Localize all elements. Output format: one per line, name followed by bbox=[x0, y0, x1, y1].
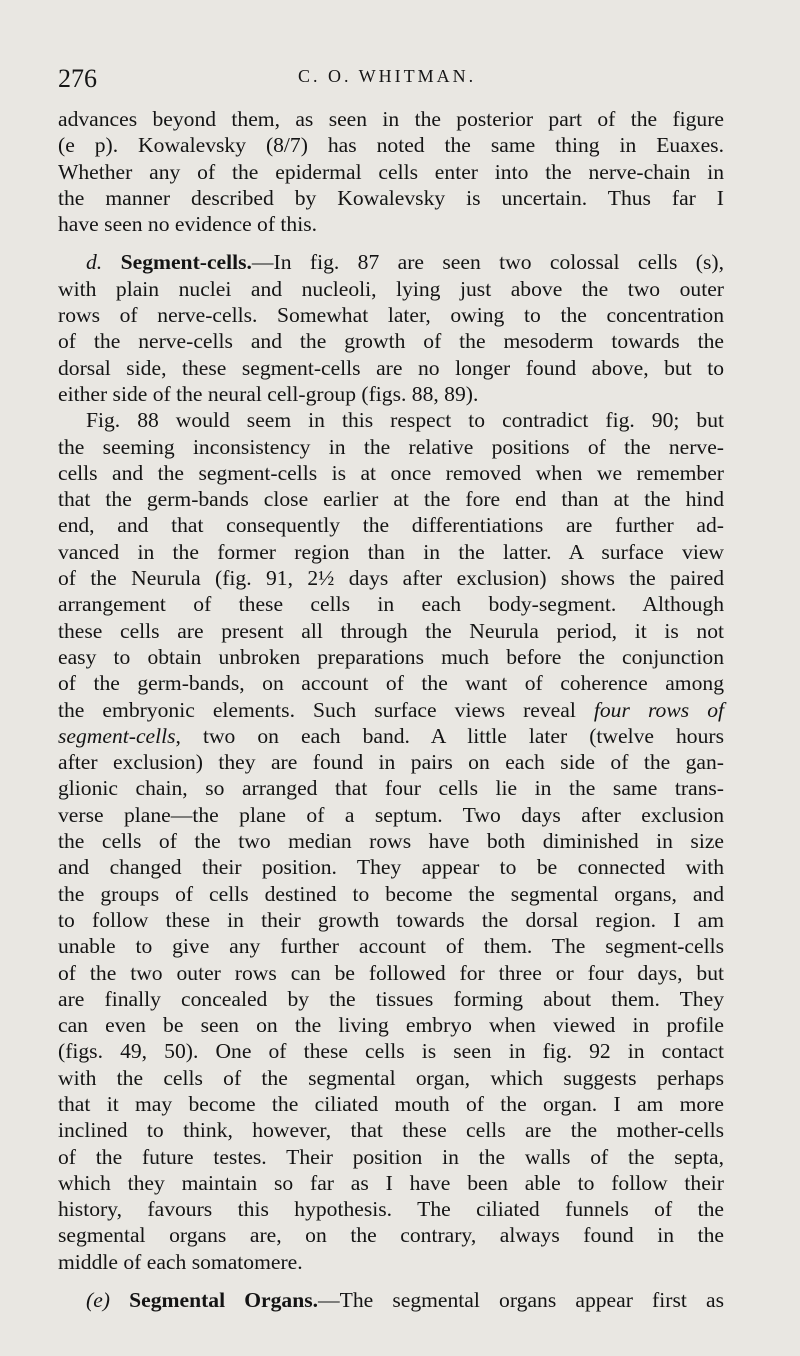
text-line: which they maintain so far as I have been able to follow their bbox=[58, 1170, 724, 1195]
text-line: the cells of the two median rows have both diminished in size bbox=[58, 829, 724, 854]
text-fragment: the embryonic elements. Such surface views reveal bbox=[58, 697, 594, 722]
text-line bbox=[58, 249, 724, 275]
text-line: of the germ-bands, on account of the want of coherence among bbox=[58, 671, 724, 696]
paragraph-3 bbox=[58, 407, 724, 1275]
text-line: the manner described by Kowalevsky is uncertain. Thus far I bbox=[58, 185, 724, 210]
text-line: inclined to think, however, that these cells are the mother-cells bbox=[58, 1118, 724, 1143]
text-line: arrangement of these cells in each body-segment. Although bbox=[58, 592, 724, 617]
text-line: the seeming inconsistency in the relative positions of the nerve- bbox=[58, 434, 724, 459]
text-line: these cells are present all through the Neurula period, it is not bbox=[58, 618, 724, 643]
text-line: to follow these in their growth towards the dorsal region. I am bbox=[58, 907, 724, 932]
paragraph-1 bbox=[58, 106, 724, 237]
text-line: glionic chain, so arranged that four cells lie in the same trans- bbox=[58, 776, 724, 801]
text-line: are finally concealed by the tissues forming about them. They bbox=[58, 986, 724, 1011]
text-line: the groups of cells destined to become the segmental organs, and bbox=[58, 881, 724, 906]
page-header bbox=[58, 62, 718, 102]
text-line: segmental organs are, on the contrary, always found in the bbox=[58, 1223, 724, 1248]
running-head: C. O. WHITMAN. bbox=[298, 66, 477, 86]
text-fragment: —The segmental organs appear first as bbox=[318, 1288, 724, 1313]
italic-text: segment-cells bbox=[58, 723, 176, 748]
text-line: rows of nerve-cells. Somewhat later, owing to the concentration bbox=[58, 303, 724, 328]
text-line: middle of each somatomere. bbox=[58, 1249, 303, 1274]
text-line: of the Neurula (fig. 91, 2½ days after exclusion) shows the paired bbox=[58, 566, 724, 591]
text-line: of the nerve-cells and the growth of the mesoderm towards the bbox=[58, 329, 724, 354]
text-line: either side of the neural cell-group (figs. 88, 89). bbox=[58, 381, 479, 406]
section-label: d. bbox=[86, 250, 103, 275]
text-line: of the future testes. Their position in the walls of the septa, bbox=[58, 1144, 724, 1169]
italic-text: four rows of bbox=[593, 697, 724, 722]
text-line: and changed their position. They appear to be connected with bbox=[58, 855, 724, 880]
section-heading: Segment-cells. bbox=[120, 250, 252, 275]
text-line: of the two outer rows can be followed for three or four days, but bbox=[58, 960, 724, 985]
text-line: history, favours this hypothesis. The ciliated funnels of the bbox=[58, 1197, 724, 1222]
text-line: cells and the segment-cells is at once removed when we remember bbox=[58, 460, 724, 485]
body-text bbox=[58, 106, 724, 1313]
text-line: that the germ-bands close earlier at the fore end than at the hind bbox=[58, 487, 724, 512]
section-heading: Segmental Organs. bbox=[129, 1288, 319, 1313]
text-line: with plain nuclei and nucleoli, lying just above the two outer bbox=[58, 276, 724, 301]
text-line: easy to obtain unbroken preparations much before the conjunction bbox=[58, 644, 724, 669]
text-line: Whether any of the epidermal cells enter into the nerve-chain in bbox=[58, 159, 724, 184]
text-line: dorsal side, these segment-cells are no longer found above, but to bbox=[58, 355, 724, 380]
paragraph-segment-cells bbox=[58, 249, 724, 407]
text-line: with the cells of the segmental organ, which suggests perhaps bbox=[58, 1065, 724, 1090]
text-line: verse plane—the plane of a septum. Two days after exclusion bbox=[58, 802, 724, 827]
text-line: vanced in the former region than in the latter. A surface view bbox=[58, 539, 724, 564]
page-number: 276 bbox=[58, 64, 97, 93]
text-line: advances beyond them, as seen in the posterior part of the figure bbox=[58, 107, 724, 131]
text-line: Fig. 88 would seem in this respect to contradict fig. 90; but bbox=[86, 408, 724, 433]
text-line: (figs. 49, 50). One of these cells is seen in fig. 92 in contact bbox=[58, 1039, 724, 1064]
text-fragment: , two on each band. A little later (twelve hours bbox=[175, 723, 724, 748]
text-fragment: —In fig. 87 are seen two colossal cells (s), bbox=[251, 250, 724, 275]
paragraph-segmental-organs bbox=[58, 1287, 724, 1313]
text-line bbox=[58, 1287, 724, 1313]
text-line: can even be seen on the living embryo when viewed in profile bbox=[58, 1013, 724, 1038]
section-label: (e) bbox=[86, 1288, 110, 1313]
text-line: (e p). Kowalevsky (8/7) has noted the same thing in Euaxes. bbox=[58, 133, 724, 158]
text-line: unable to give any further account of them. The segment-cells bbox=[58, 934, 724, 959]
text-line: after exclusion) they are found in pairs on each side of the gan- bbox=[58, 750, 724, 775]
text-line: have seen no evidence of this. bbox=[58, 212, 318, 237]
text-line: that it may become the ciliated mouth of the organ. I am more bbox=[58, 1091, 724, 1116]
text-line bbox=[58, 723, 724, 749]
text-line: end, and that consequently the differentiations are further ad- bbox=[58, 513, 724, 538]
text-line bbox=[58, 697, 724, 723]
